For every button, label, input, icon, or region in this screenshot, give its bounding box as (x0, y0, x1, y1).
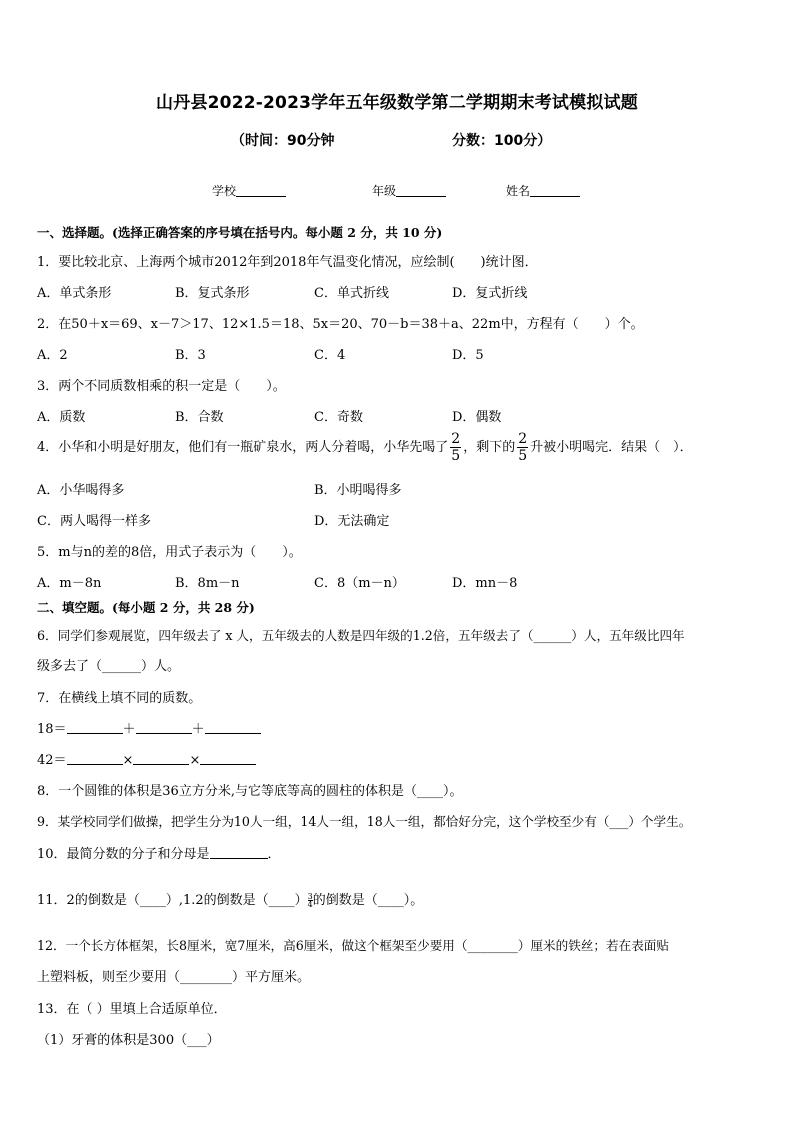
q4-text-a: 4．小华和小明是好朋友，他们有一瓶矿泉水，两人分着喝，小华先喝了 (37, 440, 449, 455)
grade-field (372, 182, 446, 199)
question-4 (37, 432, 693, 463)
question-11: 11．2的倒数是（____）,1.2的倒数是（____） $\frac{3}{4}$ 的倒数是（____）。 (37, 891, 424, 909)
name-blank[interactable] (530, 184, 580, 197)
q2-option-d[interactable]: D．5 (452, 348, 484, 363)
q11-fraction: $\frac{3}{4}$ (307, 891, 313, 909)
q4-option-d[interactable]: D．无法确定 (314, 514, 390, 529)
q1-option-d[interactable]: D．复式折线 (452, 286, 528, 301)
q7-line-2: 42＝ × × (37, 749, 256, 768)
question-2: 2．在50＋x＝69、x－7＞17、12×1.5＝18、5x＝20、70－b＝38＋a、22m中，方程有（ ）个。 (37, 317, 644, 332)
q2-option-b[interactable]: B．3 (175, 348, 206, 363)
q1-option-c[interactable]: C．单式折线 (314, 286, 389, 301)
q1-option-b[interactable]: B．复式条形 (175, 286, 250, 301)
question-12-line-1: 12．一个长方体框架，长8厘米，宽7厘米，高6厘米，做这个框架至少要用（________）厘米的铁丝；若在表面贴 (37, 938, 669, 953)
q4-text-c: 升被小明喝完．结果（ ）． (530, 440, 693, 455)
q3-option-a[interactable]: A．质数 (37, 410, 86, 425)
question-1: 1．要比较北京、上海两个城市2012年到2018年气温变化情况，应绘制( )统计图． (37, 255, 538, 270)
q4-text-b: ，剩下的 (463, 440, 516, 455)
q5-option-a[interactable]: A．m－8n (37, 576, 102, 591)
q4-option-c[interactable]: C．两人喝得一样多 (37, 514, 151, 529)
question-6-line-2: 级多去了（______）人。 (37, 659, 181, 674)
question-3: 3．两个不同质数相乘的积一定是（ ）。 (37, 379, 286, 394)
q4-option-b[interactable]: B．小明喝得多 (314, 483, 402, 498)
q7-blank-6[interactable] (200, 752, 256, 765)
q5-option-b[interactable]: B．8m－n (175, 576, 240, 591)
q7-blank-2[interactable] (136, 721, 192, 734)
section-2-heading: 二、填空题。(每小题 2 分，共 28 分) (37, 600, 255, 615)
name-label: 姓名 (506, 184, 531, 198)
q2-option-a[interactable]: A．2 (37, 348, 68, 363)
q7-line-1: 18＝ ＋ ＋ (37, 718, 261, 737)
q4-fraction-2: $\frac{2}{5}$ (518, 431, 528, 464)
q1-option-a[interactable]: A．单式条形 (37, 286, 112, 301)
q3-option-c[interactable]: C．奇数 (314, 410, 363, 425)
q4-option-a[interactable]: A．小华喝得多 (37, 483, 125, 498)
q5-option-c[interactable]: C．8（m－n） (314, 576, 405, 591)
grade-blank[interactable] (396, 184, 446, 197)
q7-blank-5[interactable] (133, 752, 189, 765)
question-5: 5．m与n的差的8倍，用式子表示为（ ）。 (37, 545, 302, 560)
q7-blank-3[interactable] (205, 721, 261, 734)
name-field (506, 182, 580, 199)
question-6-line-1: 6．同学们参观展览，四年级去了 x 人，五年级去的人数是四年级的1.2倍，五年级去了（______）人，五年级比四年 (37, 628, 685, 643)
q13-sub-1: （1）牙膏的体积是300（___） (37, 1033, 220, 1048)
school-field (212, 182, 286, 199)
q7-blank-4[interactable] (67, 752, 123, 765)
school-label: 学校 (212, 184, 237, 198)
question-12-line-2: 上塑料板，则至少要用（________）平方厘米。 (37, 970, 311, 985)
question-8: 8．一个圆锥的体积是36立方分米,与它等底等高的圆柱的体积是（____）。 (37, 784, 463, 799)
q7-blank-1[interactable] (67, 721, 123, 734)
exam-title: 山丹县2022-2023学年五年级数学第二学期期末考试模拟试题 (156, 93, 638, 113)
q3-option-d[interactable]: D．偶数 (452, 410, 502, 425)
grade-label: 年级 (372, 184, 397, 198)
q10-blank[interactable] (210, 846, 268, 859)
question-10: 10．最简分数的分子和分母是 ． (37, 847, 281, 862)
q3-option-b[interactable]: B．合数 (175, 410, 224, 425)
section-1-heading: 一、选择题。(选择正确答案的序号填在括号内。每小题 2 分，共 10 分) (37, 225, 443, 240)
q4-fraction-1: $\frac{2}{5}$ (451, 431, 461, 464)
q2-option-c[interactable]: C．4 (314, 348, 346, 363)
question-9: 9．某学校同学们做操，把学生分为10人一组，14人一组，18人一组，都恰好分完，这个学校至少有（___）个学生。 (37, 814, 692, 829)
q5-option-d[interactable]: D．mn－8 (452, 576, 518, 591)
question-7: 7．在横线上填不同的质数。 (37, 691, 202, 706)
question-13: 13．在（ ）里填上合适原单位． (37, 1002, 227, 1017)
score-label: 分数：100分） (452, 133, 552, 149)
time-label: （时间：90分钟 (231, 133, 335, 149)
school-blank[interactable] (236, 184, 286, 197)
